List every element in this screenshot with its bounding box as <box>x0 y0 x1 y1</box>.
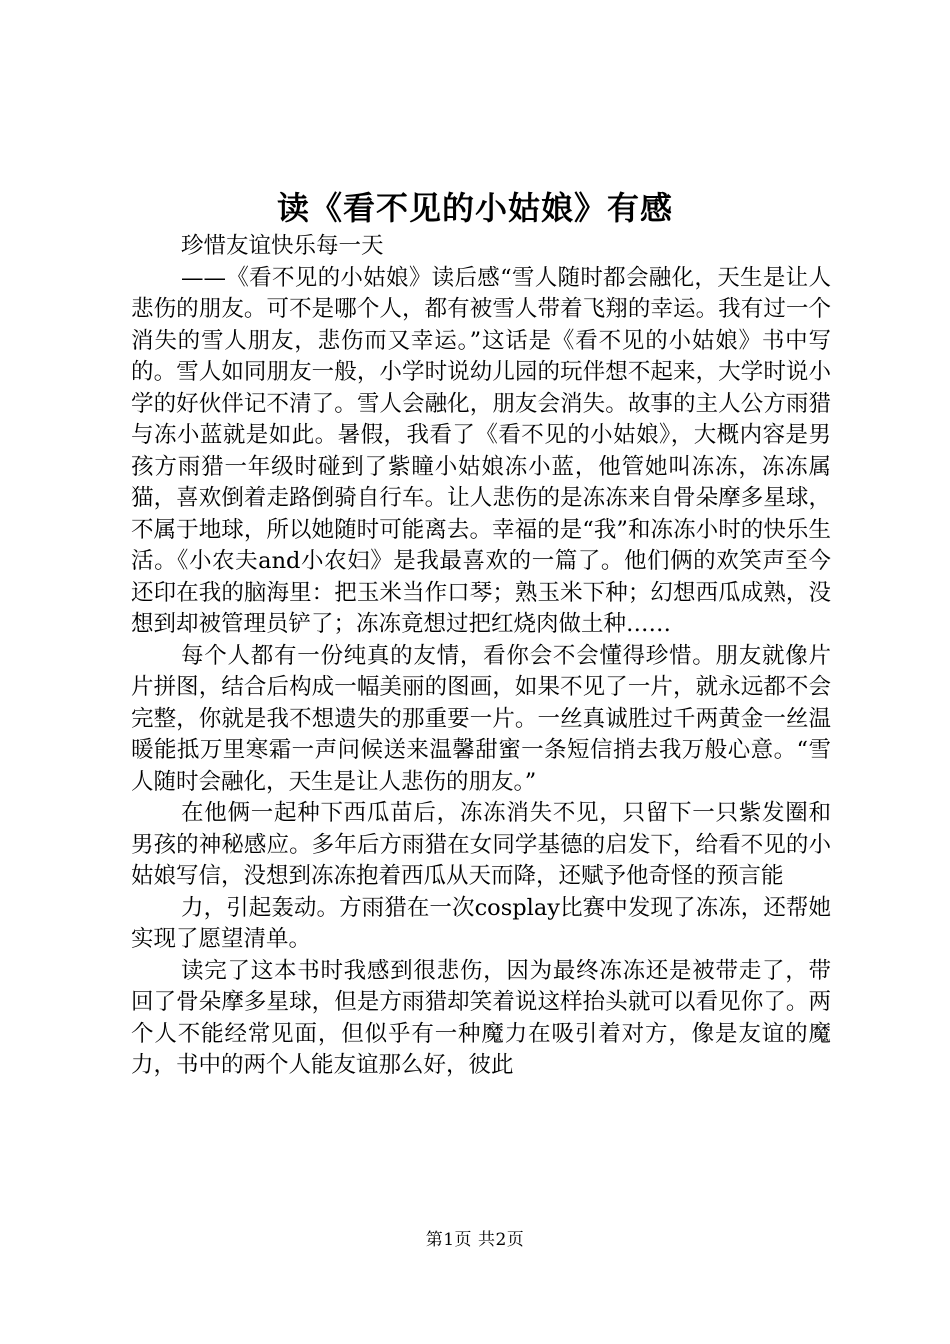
paragraph-conclusion: 读完了这本书时我感到很悲伤，因为最终冻冻还是被带走了，带回了骨朵摩多星球，但是方雨猎却笑着说这样抬头就可以看见你了。两个人不能经常见面，但似乎有一种魔力在吸引着对方，像是友谊的魔力，书中的两个人能友谊那么好，彼此 <box>131 957 831 1078</box>
paragraph-subtitle: 珍惜友谊快乐每一天 <box>181 233 384 259</box>
document-title: 读《看不见的小姑娘》有感 <box>276 189 673 227</box>
paragraph-watermelon: 在他俩一起种下西瓜苗后，冻冻消失不见，只留下一只紫发圈和男孩的神秘感应。多年后方雨猎在女同学基德的启发下，给看不见的小姑娘写信，没想到冻冻抱着西瓜从天而降，还赋予他奇怪的预言能 <box>131 800 831 889</box>
page-number-footer: 第1页 共2页 <box>425 1230 525 1250</box>
paragraph-cosplay: 力，引起轰动。方雨猎在一次cosplay比赛中发现了冻冻，还帮她实现了愿望清单。 <box>131 894 831 952</box>
paragraph-friendship: 每个人都有一份纯真的友情，看你会不会懂得珍惜。朋友就像片片拼图，结合后构成一幅美丽的图画，如果不见了一片，就永远都不会完整，你就是我不想遗失的那重要一片。一丝真诚胜过千两黄金一丝温暖能抵万里寒霜一声问候送来温馨甜蜜一条短信捎去我万般心意。“雪人随时会融化，天生是让人悲伤的朋友。” <box>131 642 831 795</box>
paragraph-intro: ——《看不见的小姑娘》读后感“雪人随时都会融化，天生是让人悲伤的朋友。可不是哪个人，都有被雪人带着飞翔的幸运。我有过一个消失的雪人朋友，悲伤而又幸运。”这话是《看不见的小姑娘》书中写的。雪人如同朋友一般，小学时说幼儿园的玩伴想不起来，大学时说小学的好伙伴记不清了。雪人会融化，朋友会消失。故事的主人公方雨猎与冻小蓝就是如此。暑假，我看了《看不见的小姑娘》，大概内容是男孩方雨猎一年级时碰到了紫瞳小姑娘冻小蓝，他管她叫冻冻，冻冻属猫，喜欢倒着走路倒骑自行车。让人悲伤的是冻冻来自骨朵摩多星球，不属于地球，所以她随时可能离去。幸福的是“我”和冻冻小时的快乐生活。《小农夫and小农妇》是我最喜欢的一篇了。他们俩的欢笑声至今还印在我的脑海里：把玉米当作口琴；熟玉米下种；幻想西瓜成熟，没想到却被管理员铲了；冻冻竟想过把红烧肉做土种…… <box>131 264 831 637</box>
document-body <box>131 231 831 1082</box>
